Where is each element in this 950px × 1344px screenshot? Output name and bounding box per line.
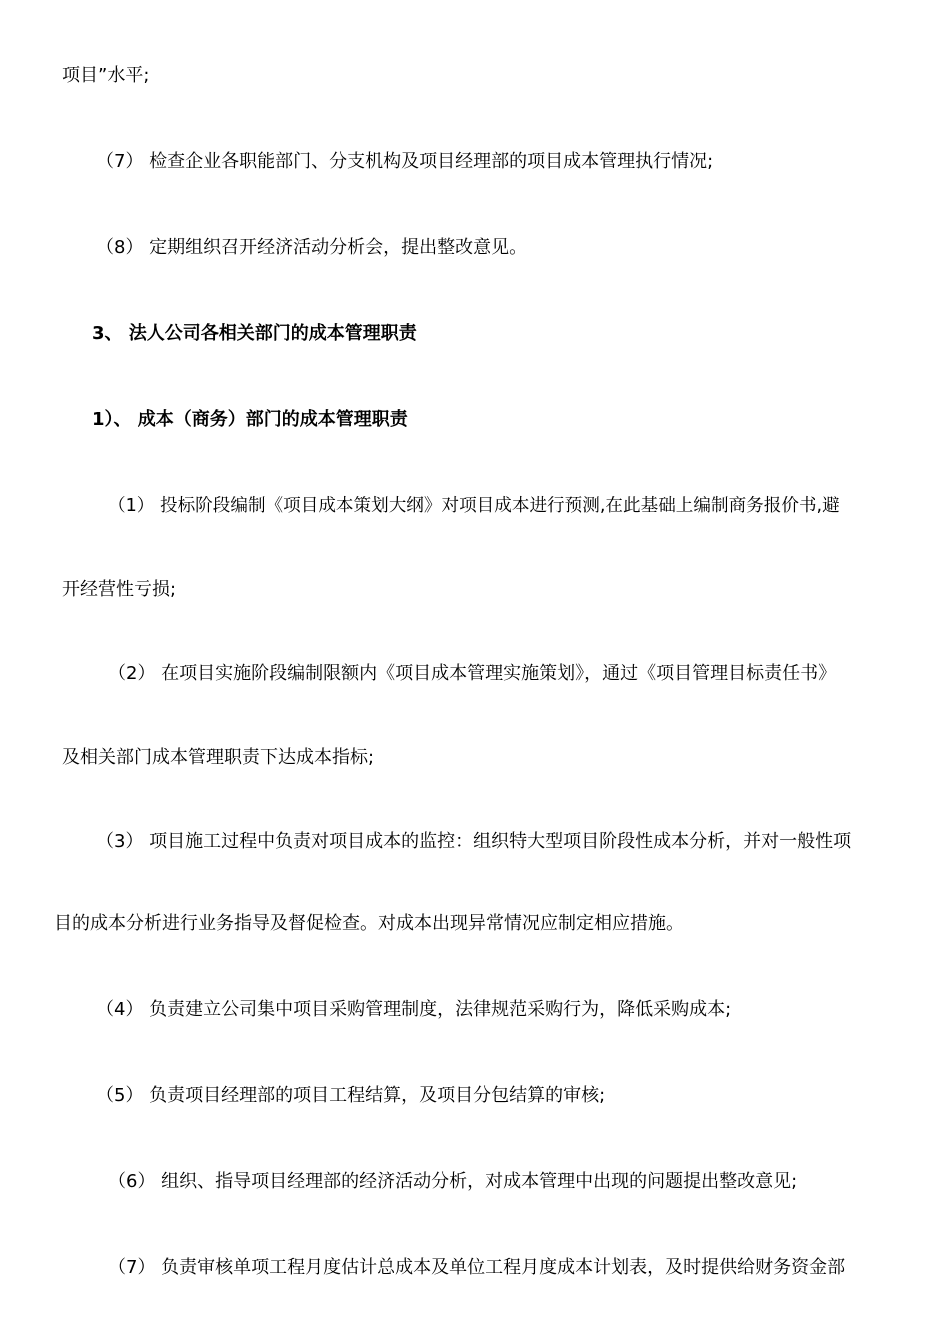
subsection-heading: 1）、 成本（商务）部门的成本管理职责 xyxy=(92,409,408,430)
list-item-5: （5） 负责项目经理部的项目工程结算，及项目分包结算的审核; xyxy=(96,1085,606,1106)
list-item-2-continuation: 及相关部门成本管理职责下达成本指标; xyxy=(62,747,375,768)
list-item-3: （3） 项目施工过程中负责对项目成本的监控：组织特大型项目阶段性成本分析，并对一般性项 xyxy=(96,831,852,852)
list-item-1-continuation: 开经营性亏损; xyxy=(62,579,177,600)
list-item-1: （1） 投标阶段编制《项目成本策划大纲》对项目成本进行预测,在此基础上编制商务报价书,避 xyxy=(108,496,840,516)
list-item-7-cost: （7） 负责审核单项工程月度估计总成本及单位工程月度成本计划表，及时提供给财务资金部 xyxy=(108,1257,846,1278)
list-item-4: （4） 负责建立公司集中项目采购管理制度，法律规范采购行为，降低采购成本; xyxy=(96,999,732,1020)
list-item-7: （7） 检查企业各职能部门、分支机构及项目经理部的项目成本管理执行情况; xyxy=(96,151,714,172)
list-item-6: （6） 组织、指导项目经理部的经济活动分析，对成本管理中出现的问题提出整改意见; xyxy=(108,1171,798,1192)
section-heading: 3、 法人公司各相关部门的成本管理职责 xyxy=(92,323,417,344)
paragraph-continuation: 项目”水平; xyxy=(62,65,150,86)
list-item-8: （8） 定期组织召开经济活动分析会，提出整改意见。 xyxy=(96,237,528,258)
list-item-3-continuation: 目的成本分析进行业务指导及督促检查。对成本出现异常情况应制定相应措施。 xyxy=(54,913,684,934)
list-item-2: （2） 在项目实施阶段编制限额内《项目成本管理实施策划》，通过《项目管理目标责任书》 xyxy=(108,663,837,684)
